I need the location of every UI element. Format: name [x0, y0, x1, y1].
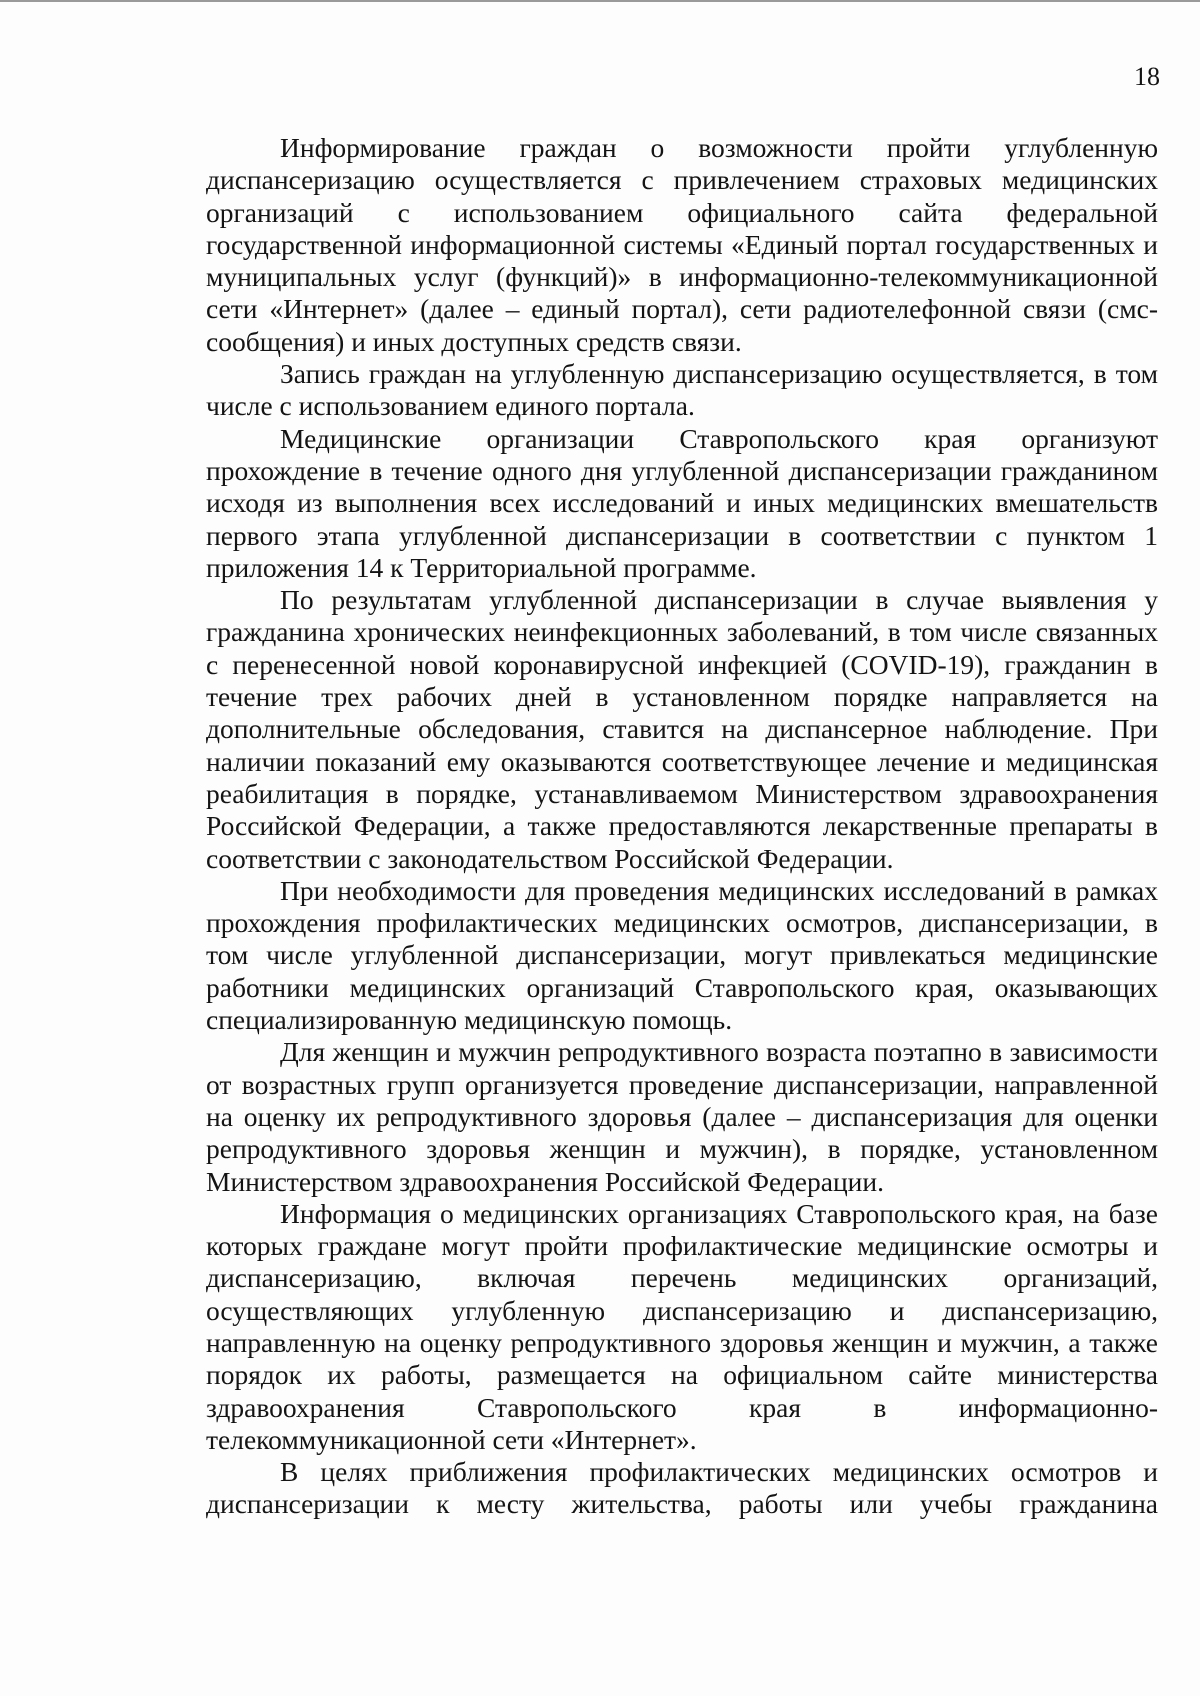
paragraph-bringing-closer: В целях приближения профилактических медицинских осмотров и диспансеризации к месту жительства, работы или учебы гражданина — [206, 1456, 1158, 1520]
paragraph-information-publication: Информация о медицинских организациях Ставропольского края, на базе которых граждане могут пройти профилактические медицинские осмотры и диспансеризацию, включая перечень медицинских организаций, осуществляющих углубленную диспансеризацию и диспансеризацию, направленную на оценку репродуктивного здоровья женщин и мужчин, а также порядок их работы, размещается на официальном сайте министерства здравоохранения Ставропольского края в информационно-телекоммуникационной сети «Интернет». — [206, 1197, 1158, 1455]
paragraph-involving-specialists: При необходимости для проведения медицинских исследований в рамках прохождения профилактических медицинских осмотров, диспансеризации, в том числе углубленной диспансеризации, могут привлекаться медицинские работники медицинских организаций Ставропольского края, оказывающих специализированную медицинскую помощь. — [206, 874, 1158, 1036]
page-number: 18 — [1134, 62, 1160, 91]
paragraph-examination-results: По результатам углубленной диспансеризации в случае выявления у гражданина хронических неинфекционных заболеваний, в том числе связанных с перенесенной новой коронавирусной инфекцией (COVID-19), гражданин в течение трех рабочих дней в установленном порядке направляется на дополнительные обследования, ставится на диспансерное наблюдение. При наличии показаний ему оказываются соответствующее лечение и медицинская реабилитация в порядке, устанавливаемом Министерством здравоохранения Российской Федерации, а также предоставляются лекарственные препараты в соответствии с законодательством Российской Федерации. — [206, 584, 1158, 874]
paragraph-informing-citizens: Информирование граждан о возможности пройти углубленную диспансеризацию осуществляется с привлечением страховых медицинских организаций с использованием официального сайта федеральной государственной информационной системы «Единый портал государственных и муниципальных услуг (функций)» в информационно-телекоммуникационной сети «Интернет» (далее – единый портал), сети радиотелефонной связи (смс-сообщения) и иных доступных средств связи. — [206, 132, 1158, 357]
paragraph-registration: Запись граждан на углубленную диспансеризацию осуществляется, в том числе с использованием единого портала. — [206, 358, 1158, 422]
page-top-edge — [0, 0, 1200, 2]
paragraph-one-day-examination: Медицинские организации Ставропольского края организуют прохождение в течение одного дня углубленной диспансеризации гражданином исходя из выполнения всех исследований и иных медицинских вмешательств первого этапа углубленной диспансеризации в соответствии с пунктом 1 приложения 14 к Территориальной программе. — [206, 422, 1158, 583]
paragraph-reproductive-health: Для женщин и мужчин репродуктивного возраста поэтапно в зависимости от возрастных групп организуется проведение диспансеризации, направленной на оценку их репродуктивного здоровья (далее – диспансеризация для оценки репродуктивного здоровья женщин и мужчин), в порядке, установленном Министерством здравоохранения Российской Федерации. — [206, 1036, 1158, 1197]
document-body — [206, 132, 1158, 1521]
